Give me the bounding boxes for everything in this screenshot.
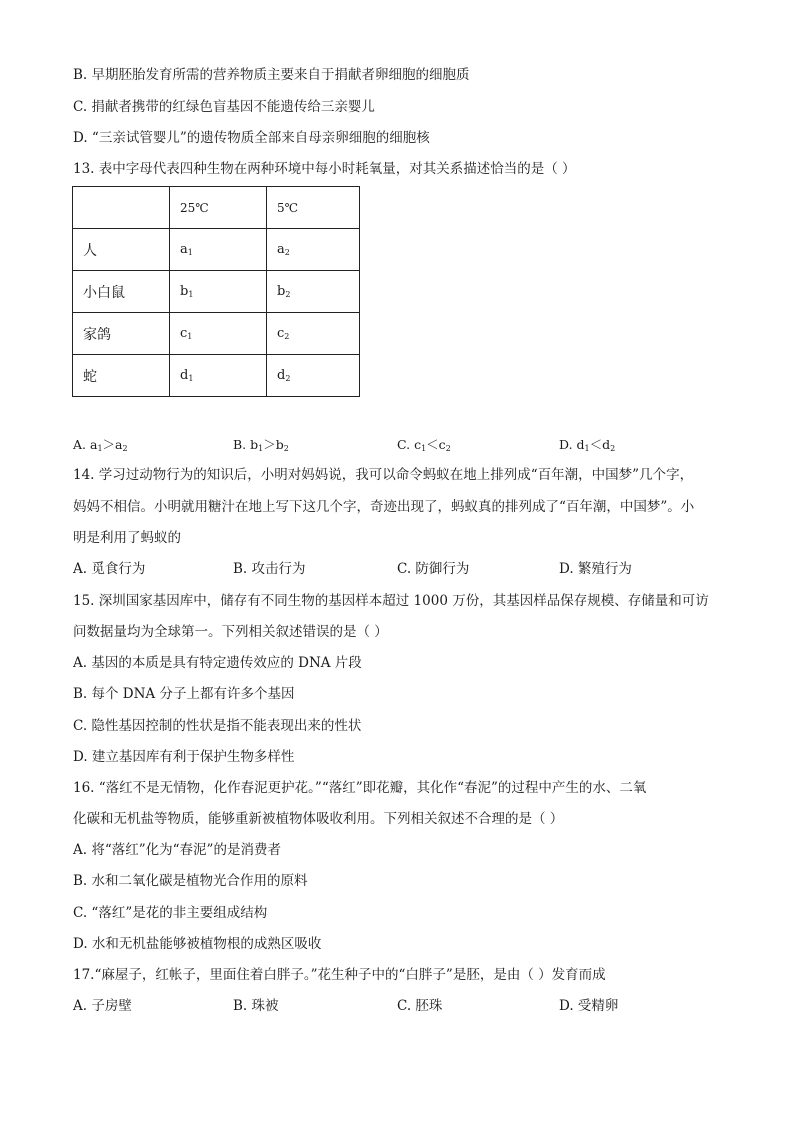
table-header-cell: 5℃ [267,187,360,229]
q13-option-a: A. $a_1>a_2$ [73,437,128,453]
q16-option-b: B. 水和二氧化碳是植物光合作用的原料 [73,873,308,889]
organism-name: 家鸽 [73,313,170,355]
q15-stem-line2: 问数据量均为全球第一。下列相关叙述错误的是（ ） [73,624,388,640]
table-row [73,271,360,313]
value-cell: $a_2$ [267,229,360,271]
q17-option-c: C. 胚珠 [397,998,443,1014]
table-row [73,355,360,397]
organism-name: 小白鼠 [73,271,170,313]
organism-name: 蛇 [73,355,170,397]
value-cell: $c_2$ [267,313,360,355]
q17-option-d: D. 受精卵 [559,998,619,1014]
table-header-cell: 25℃ [170,187,267,229]
q12-option-c: C. 捐献者携带的红绿色盲基因不能遗传给三亲婴儿 [73,99,375,115]
q14-option-b: B. 攻击行为 [233,561,306,577]
q14-stem-line1: 14. 学习过动物行为的知识后，小明对妈妈说，我可以命令蚂蚁在地上排列成“百年潮，中国梦”几个字， [73,467,694,483]
q17-stem: 17.“麻屋子，红帐子，里面住着白胖子。”花生种子中的“白胖子”是胚，是由（ ）发育而成 [73,967,606,983]
table-header-row [73,187,360,229]
q16-option-c: C. “落红”是花的非主要组成结构 [73,905,268,921]
table-header-cell [73,187,170,229]
q14-options [73,560,723,578]
q15-stem-line1: 15. 深圳国家基因库中，储存有不同生物的基因样本超过 1000 万份，其基因样品保存规模、存储量和可访 [73,593,709,609]
q14-option-d: D. 繁殖行为 [559,561,632,577]
value-cell: $d_1$ [170,355,267,397]
value-cell: $b_2$ [267,271,360,313]
q12-option-b: B. 早期胚胎发育所需的营养物质主要来自于捐献者卵细胞的细胞质 [73,67,470,83]
q13-oxygen-table [72,186,360,397]
q16-stem-line1: 16. “落红不是无情物，化作春泥更护花。”“落红”即花瓣，其化作“春泥”的过程中产生的水、二氧 [73,780,647,796]
q15-option-d: D. 建立基因库有利于保护生物多样性 [73,749,295,765]
q16-option-a: A. 将“落红”化为“春泥”的是消费者 [73,842,281,858]
q13-options [73,436,723,454]
q15-option-c: C. 隐性基因控制的性状是指不能表现出来的性状 [73,718,362,734]
table-row [73,313,360,355]
q14-option-c: C. 防御行为 [397,561,470,577]
q13-option-c: C. $c_1<c_2$ [397,437,451,453]
q15-option-a: A. 基因的本质是具有特定遗传效应的 DNA 片段 [73,655,362,671]
q14-stem-line2: 妈妈不相信。小明就用糖汁在地上写下这几个字，奇迹出现了，蚂蚁真的排列成了“百年潮，中国梦”。小 [73,499,695,515]
value-cell: $a_1$ [170,229,267,271]
value-cell: $d_2$ [267,355,360,397]
value-cell: $b_1$ [170,271,267,313]
q14-stem-line3: 明是利用了蚂蚁的 [73,530,181,546]
q15-option-b: B. 每个 DNA 分子上都有许多个基因 [73,686,295,702]
q16-option-d: D. 水和无机盐能够被植物根的成熟区吸收 [73,936,322,952]
organism-name: 人 [73,229,170,271]
table-row [73,229,360,271]
q17-option-b: B. 珠被 [233,998,279,1014]
q13-option-b: B. $b_1>b_2$ [233,437,289,453]
value-cell: $c_1$ [170,313,267,355]
q13-stem: 13. 表中字母代表四种生物在两种环境中每小时耗氧量，对其关系描述恰当的是（ ） [73,161,576,177]
q16-stem-line2: 化碳和无机盐等物质，能够重新被植物体吸收利用。下列相关叙述不合理的是（ ） [73,811,564,827]
q13-option-d: D. $d_1<d_2$ [559,437,616,453]
q14-option-a: A. 觅食行为 [73,561,146,577]
q17-option-a: A. 子房壁 [73,998,132,1014]
q17-options [73,997,723,1015]
q12-option-d: D. “三亲试管婴儿”的遗传物质全部来自母亲卵细胞的细胞核 [73,130,430,146]
